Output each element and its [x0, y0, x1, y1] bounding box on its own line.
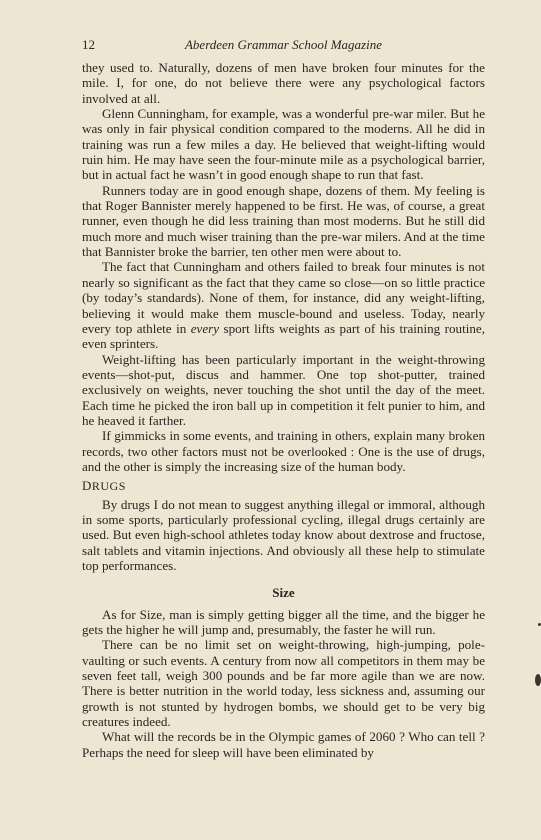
- page-header: [82, 37, 485, 57]
- paragraph-6: If gimmicks in some events, and training in others, explain many broken records, two other factors must not be overlooked : One is the use of drugs, and the other is simply the increasing size of the human body.: [82, 428, 485, 474]
- paragraph-4-emphasis: every: [190, 320, 220, 336]
- running-title: Aberdeen Grammar School Magazine: [184, 37, 382, 52]
- drugs-heading-initial: D: [82, 478, 92, 494]
- page-number: 12: [82, 37, 95, 52]
- paragraph-3: Runners today are in good enough shape, dozens of them. My feeling is that Roger Bannister merely happened to be first. He was, of course, a great runner, even though he did less training than most moderns. But he still did much more and much wiser training than the pre-war milers. And at the time that Bannister broke the barrier, ten other men were about to.: [82, 182, 485, 260]
- paragraph-4: [82, 259, 485, 351]
- paragraph-1: they used to. Naturally, dozens of men have broken four minutes for the mile. I, for one, do not believe there were any psychological factors involved at all.: [82, 60, 485, 106]
- paragraph-8: As for Size, man is simply getting bigger all the time, and the bigger he gets the higher he will jump and, presumably, the faster he will run.: [82, 606, 485, 638]
- margin-ink-mark: [535, 674, 541, 686]
- paragraph-4-text-a: The fact that Cunningham and others failed to break four minutes is not nearly so significant as the fact that they came so close—on so little practice (by today’s standards). None of them, for instance, did any weight-lifting, believing it would make them muscle-bound and useless. Today, nearly every top athlete in: [82, 259, 485, 336]
- paragraph-9: There can be no limit set on weight-throwing, high-jumping, pole-vaulting or such events. A century from now all competitors in them may be seven feet tall, weigh 300 pounds and be far more agile than we are now. There is better nutrition in the world today, less sickness and, assuming our growth is not stunted by hydrogen bombs, we should get to be very big creatures indeed.: [82, 637, 485, 730]
- paragraph-5: Weight-lifting has been particularly important in the weight-throwing events—shot-put, discus and hammer. One top shot-putter, trained exclusively on weights, never touching the shot until the day of the meet. Each time he picked the iron ball up in competition it felt punier to him, and he heaved it farther.: [82, 351, 485, 428]
- paragraph-2: Glenn Cunningham, for example, was a wonderful pre-war miler. But he was only in fair physical condition compared to the moderns. All he did in training was run a few miles a day. He believed that weight-lifting would ruin him. He may have seen the four-minute mile as a psychological barrier, but in actual fact he wasn’t in good enough shape to run that fast.: [82, 106, 485, 183]
- section-heading-size: Size: [272, 585, 295, 601]
- article-body: [82, 60, 485, 760]
- section-heading-drugs: [82, 478, 485, 494]
- paragraph-7: By drugs I do not mean to suggest anything illegal or immoral, although in some sports, particularly professional cycling, illegal drugs certainly are used. But even high-school athletes today know about dextrose and fructose, salt tablets and vitamin injections. And obviously all these help to stimulate top performances.: [82, 496, 485, 573]
- paragraph-10: What will the records be in the Olympic games of 2060 ? Who can tell ? Perhaps the need for sleep will have been eliminated by: [82, 729, 485, 760]
- drugs-heading-rest: RUGS: [91, 479, 126, 494]
- paragraph-4-text-b: sport lifts weights as part of his training routine, even sprinters.: [82, 320, 485, 352]
